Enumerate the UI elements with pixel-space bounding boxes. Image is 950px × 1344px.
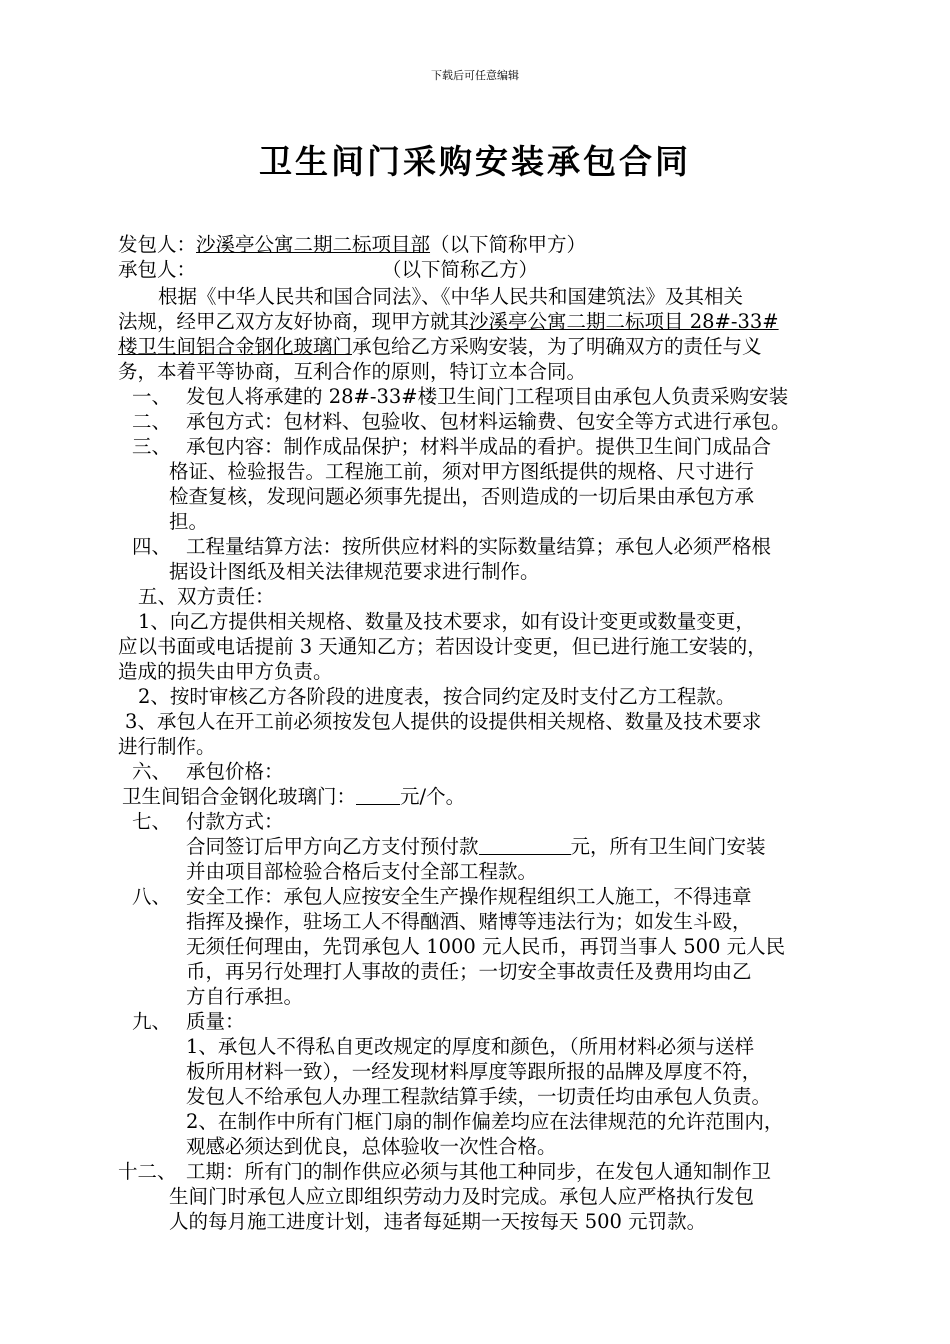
price-item: 卫生间铝合金钢化玻璃门： bbox=[122, 785, 357, 808]
section-5-heading: 五、双方责任： bbox=[138, 585, 275, 608]
section-3-text: 承包内容：制作成品保护；材料半成品的看护。提供卫生间门成品合 bbox=[186, 435, 772, 458]
price-line bbox=[122, 784, 465, 809]
section-8-text: 安全工作：承包人应按安全生产操作规程组织工人施工，不得违章 bbox=[186, 885, 752, 908]
section-number: 四、 bbox=[132, 535, 172, 558]
party-a-name: 沙溪亭公寓二期二标项目部 bbox=[196, 233, 431, 256]
section-12-text: 工期：所有门的制作供应必须与其他工种同步，在发包人通知制作卫 bbox=[186, 1160, 772, 1183]
advance-amount-blank[interactable] bbox=[479, 837, 571, 855]
section-2-text: 承包方式：包材料、包验收、包材料运输费、包安全等方式进行承包。 bbox=[186, 410, 791, 433]
section-9-text: 1、承包人不得私自更改规定的厚度和颜色，（所用材料必须与送样 bbox=[186, 1035, 755, 1058]
section-9-text: 板所用材料一致），一经发现材料厚度等跟所报的品牌及厚度不符， bbox=[186, 1060, 762, 1083]
section-7-heading: 付款方式： bbox=[186, 810, 284, 833]
section-9-text: 发包人不给承包人办理工程款结算手续，一切责任均由承包人负责。 bbox=[186, 1085, 772, 1108]
preamble-line: 务，本着平等协商，互利合作的原则，特订立本合同。 bbox=[118, 360, 587, 383]
section-3-text: 格证、检验报告。工程施工前，须对甲方图纸提供的规格、尺寸进行 bbox=[169, 460, 755, 483]
section-8-text: 方自行承担。 bbox=[186, 985, 304, 1008]
section-5-text: 2、按时审核乙方各阶段的进度表，按合同约定及时支付乙方工程款。 bbox=[138, 685, 736, 708]
section-9-text: 2、在制作中所有门框门扇的制作偏差均应在法律规范的允许范围内， bbox=[186, 1110, 784, 1133]
section-12-text: 人的每月施工进度计划，违者每延期一天按每天 500 元罚款。 bbox=[169, 1210, 707, 1233]
section-9-text: 观感必须达到优良，总体验收一次性合格。 bbox=[186, 1135, 557, 1158]
payment-text: 元，所有卫生间门安装 bbox=[570, 835, 766, 858]
preamble-line bbox=[118, 309, 779, 334]
section-number: 九、 bbox=[132, 1010, 172, 1033]
section-number: 十二、 bbox=[118, 1160, 177, 1183]
section-number: 八、 bbox=[132, 885, 172, 908]
party-b-line bbox=[118, 257, 538, 282]
party-b-label: 承包人： bbox=[118, 258, 197, 281]
section-number: 二、 bbox=[132, 410, 172, 433]
preamble-text: 法规，经甲乙双方友好协商，现甲方就其 bbox=[118, 310, 470, 333]
section-8-text: 币，再另行处理打人事故的责任；一切安全事故责任及费用均由乙 bbox=[186, 960, 752, 983]
preamble-text: 承包给乙方采购安装，为了明确双方的责任与义 bbox=[352, 335, 762, 358]
section-3-text: 检查复核，发现问题必须事先提出，否则造成的一切后果由承包方承 bbox=[169, 485, 755, 508]
section-8-text: 无须任何理由，先罚承包人 1000 元人民币，再罚当事人 500 元人民 bbox=[186, 935, 786, 958]
section-1-text: 发包人将承建的 28#-33#楼卫生间门工程项目由承包人负责采购安装 bbox=[186, 385, 789, 408]
section-5-text: 1、向乙方提供相关规格、数量及技术要求，如有设计变更或数量变更， bbox=[138, 610, 755, 633]
section-3-text: 担。 bbox=[169, 510, 209, 533]
preamble-line: 根据《中华人民共和国合同法》、《中华人民共和国建筑法》及其相关 bbox=[158, 285, 744, 308]
document-title: 卫生间门采购安装承包合同 bbox=[259, 142, 691, 181]
project-scope: 楼卫生间铝合金钢化玻璃门 bbox=[118, 335, 353, 358]
price-unit: 元/个。 bbox=[400, 785, 466, 808]
section-12-text: 生间门时承包人应立即组织劳动力及时完成。承包人应严格执行发包 bbox=[169, 1185, 755, 1208]
section-5-text: 3、承包人在开工前必须按发包人提供的设提供相关规格、数量及技术要求 bbox=[125, 710, 762, 733]
party-a-line bbox=[118, 232, 586, 257]
section-number: 一、 bbox=[132, 385, 172, 408]
section-4-text: 据设计图纸及相关法律规范要求进行制作。 bbox=[169, 560, 540, 583]
price-blank[interactable] bbox=[356, 787, 400, 805]
section-7-text: 并由项目部检验合格后支付全部工程款。 bbox=[186, 860, 538, 883]
payment-line bbox=[186, 834, 766, 859]
section-5-text: 应以书面或电话提前 3 天通知乙方；若因设计变更，但已进行施工安装的， bbox=[118, 635, 767, 658]
section-number: 六、 bbox=[132, 760, 172, 783]
project-name: 沙溪亭公寓二期二标项目 28#-33# bbox=[469, 310, 779, 333]
section-9-heading: 质量： bbox=[186, 1010, 245, 1033]
party-a-label: 发包人： bbox=[118, 233, 197, 256]
party-a-suffix: （以下简称甲方） bbox=[430, 233, 587, 256]
section-number: 七、 bbox=[132, 810, 172, 833]
section-4-text: 工程量结算方法：按所供应材料的实际数量结算；承包人必须严格根 bbox=[186, 535, 772, 558]
header-note: 下载后可任意编辑 bbox=[431, 69, 519, 82]
payment-text: 合同签订后甲方向乙方支付预付款 bbox=[186, 835, 479, 858]
section-6-heading: 承包价格： bbox=[186, 760, 284, 783]
party-b-suffix: （以下简称乙方） bbox=[382, 258, 539, 281]
section-8-text: 指挥及操作，驻场工人不得酗酒、赌博等违法行为；如发生斗殴， bbox=[186, 910, 752, 933]
section-5-text: 进行制作。 bbox=[118, 735, 216, 758]
preamble-line bbox=[118, 334, 762, 359]
section-5-text: 造成的损失由甲方负责。 bbox=[118, 660, 333, 683]
section-number: 三、 bbox=[132, 435, 172, 458]
